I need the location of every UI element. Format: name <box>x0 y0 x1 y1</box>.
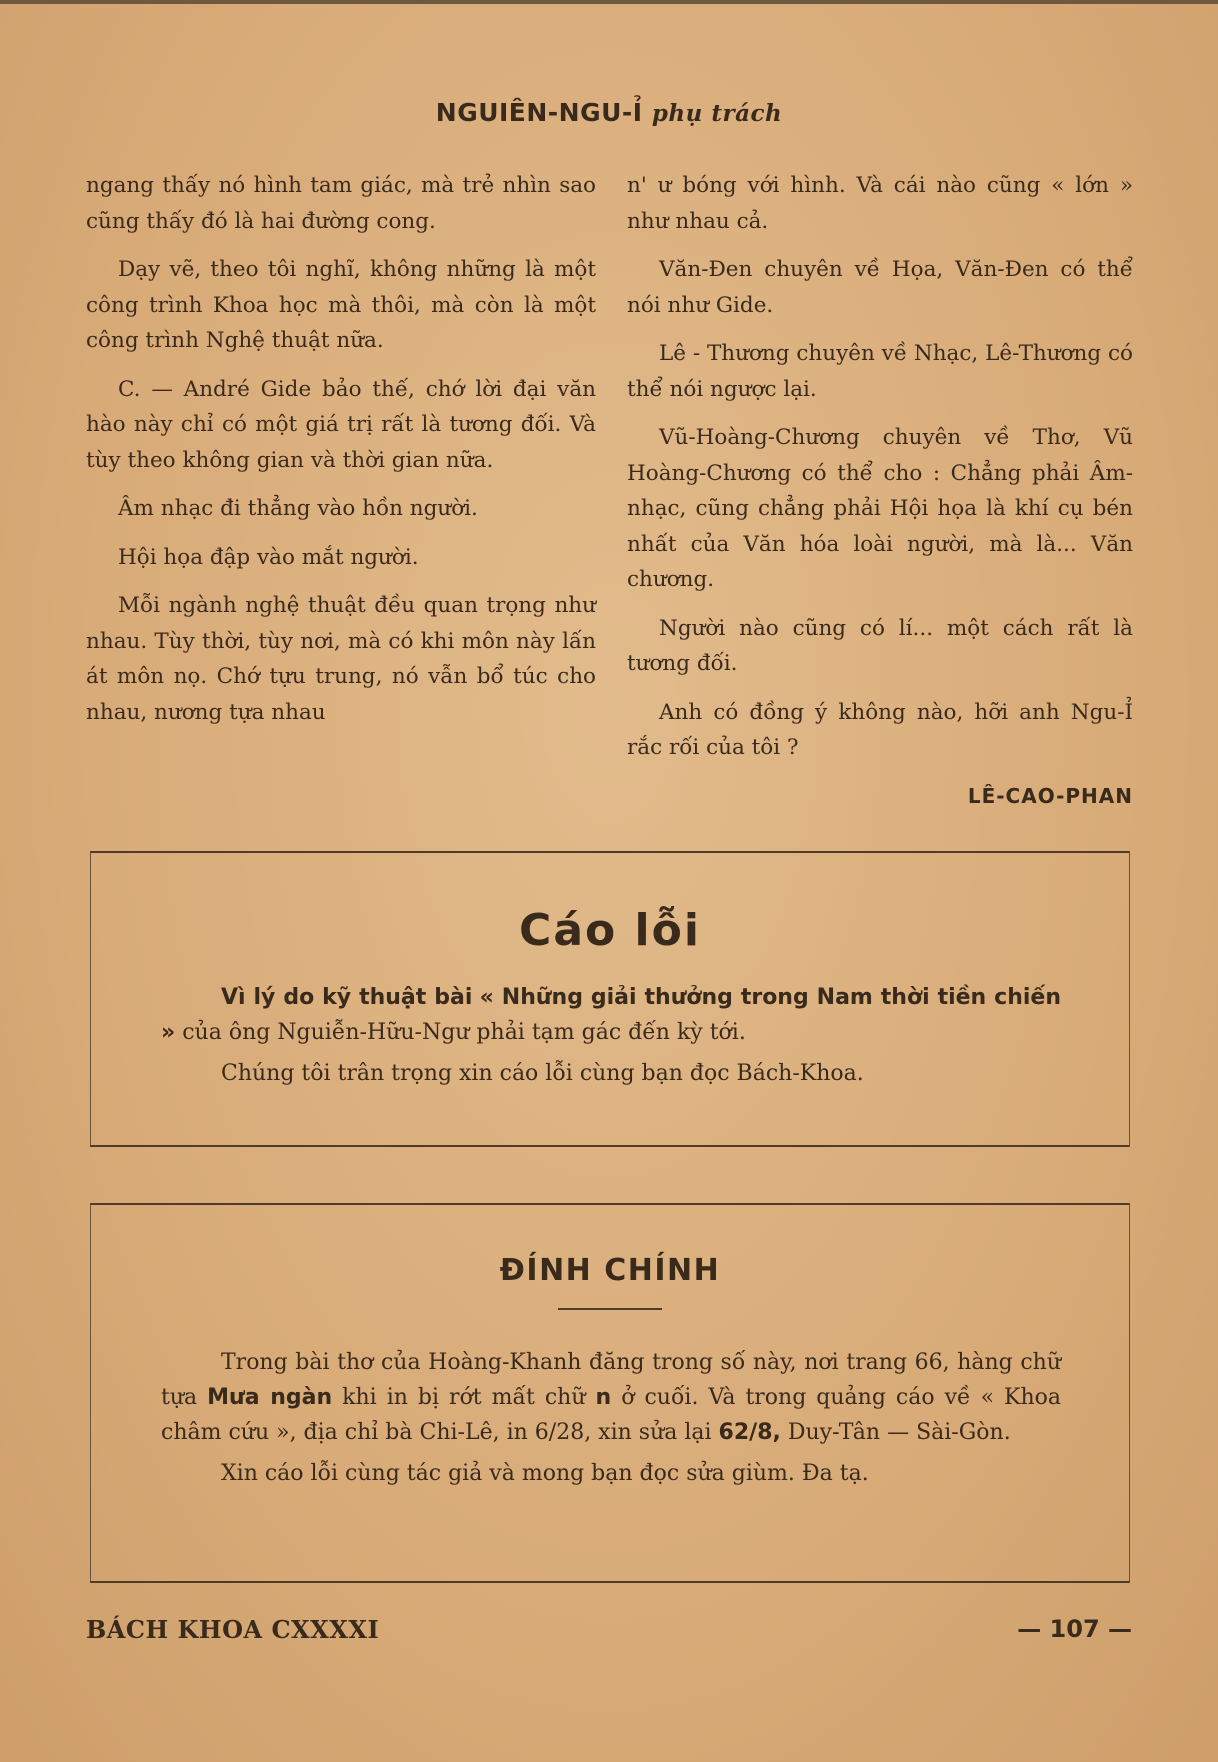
correction-text-d: Duy-Tân — Sài-Gòn. <box>787 1420 1011 1445</box>
left-paragraph: Mỗi ngành nghệ thuật đều quan trọng như nhau. Tùy thời, tùy nơi, mà có khi môn này lấn át môn nọ. Chớ tựu trung, nó vẫn bổ túc cho nhau, nương tựa nhau <box>86 593 596 725</box>
left-column <box>86 168 596 743</box>
right-paragraph: Văn-Đen chuyên về Họa, Văn-Đen có thể nói như Gide. <box>627 257 1133 318</box>
apology-closing: Chúng tôi trân trọng xin cáo lỗi cùng bạn đọc Bách-Khoa. <box>221 1061 864 1086</box>
page-header <box>0 98 1218 127</box>
right-column <box>627 168 1133 814</box>
apology-title: Cáo lỗi <box>519 905 701 956</box>
correction-text-a: Trong bài thơ của Hoàng-Khanh đăng trong số này, nơi trang 66, hàng chữ tựa <box>161 1350 1061 1410</box>
left-paragraph: Hội họa đập vào mắt người. <box>118 544 419 570</box>
apology-notice-box <box>90 851 1130 1147</box>
apology-article-title: « Những giải thưởng trong Nam thời tiền chiến » <box>161 985 1061 1045</box>
right-paragraph: Lê - Thương chuyên về Nhạc, Lê-Thương có thể nói ngược lại. <box>627 341 1133 402</box>
correction-text <box>161 1345 1061 1497</box>
header-role: phụ trách <box>651 100 783 127</box>
correction-title: ĐÍNH CHÍNH <box>499 1253 721 1288</box>
header-name: NGUIÊN-NGU-Ỉ <box>435 98 643 127</box>
apology-line-start: Vì lý do kỹ thuật bài <box>221 985 473 1010</box>
correction-notice-box <box>90 1203 1130 1583</box>
apology-text <box>161 980 1061 1097</box>
right-paragraph: Người nào cũng có lí... một cách rất là tương đối. <box>627 615 1133 676</box>
correction-closing: Xin cáo lỗi cùng tác giả và mong bạn đọc sửa giùm. Đa tạ. <box>221 1461 869 1486</box>
page-number: — 107 — <box>1017 1615 1132 1643</box>
left-paragraph: Âm nhạc đi thẳng vào hồn người. <box>118 496 478 521</box>
author-signature: LÊ-CAO-PHAN <box>967 783 1133 808</box>
correction-text-c: ở cuối. Và trong quảng cáo về « Khoa châm cứu », địa chỉ bà Chi-Lê, in 6/28, xin sửa lại <box>161 1385 1062 1445</box>
right-paragraph: Vũ-Hoàng-Chương chuyên về Thơ, Vũ Hoàng-Chương có thể cho : Chẳng phải Âm-nhạc, cũng chẳng phải Hội họa là khí cụ bén nhất của Văn hóa loài người, mà là... Văn chương. <box>627 425 1133 592</box>
left-paragraph: C. — André Gide bảo thế, chớ lời đại văn hào này chỉ có một giá trị rất là tương đối. Và tùy theo không gian và thời gian nữa. <box>86 376 596 473</box>
missing-letter: n <box>595 1385 612 1410</box>
correction-text-b: khi in bị rớt mất chữ <box>342 1385 586 1410</box>
left-paragraph: ngang thấy nó hình tam giác, mà trẻ nhìn sao cũng thấy đó là hai đường cong. <box>86 173 596 234</box>
apology-line-end: của ông Nguiễn-Hữu-Ngư phải tạm gác đến kỳ tới. <box>182 1020 746 1045</box>
corrected-address: 62/8, <box>718 1420 781 1445</box>
title-underline <box>558 1308 662 1310</box>
magazine-issue: BÁCH KHOA CXXXXI <box>86 1615 380 1644</box>
top-edge-line <box>0 0 1218 4</box>
apology-paragraph <box>161 980 1061 1050</box>
poem-title: Mưa ngàn <box>207 1385 333 1410</box>
right-paragraph: n' ư bóng với hình. Và cái nào cũng « lớn » như nhau cả. <box>627 173 1133 234</box>
correction-paragraph <box>161 1345 1061 1450</box>
right-paragraph: Anh có đồng ý không nào, hỡi anh Ngu-Ỉ rắc rối của tôi ? <box>627 699 1133 760</box>
left-paragraph: Dạy vẽ, theo tôi nghĩ, không những là một công trình Khoa học mà thôi, mà còn là một công trình Nghệ thuật nữa. <box>86 257 596 353</box>
